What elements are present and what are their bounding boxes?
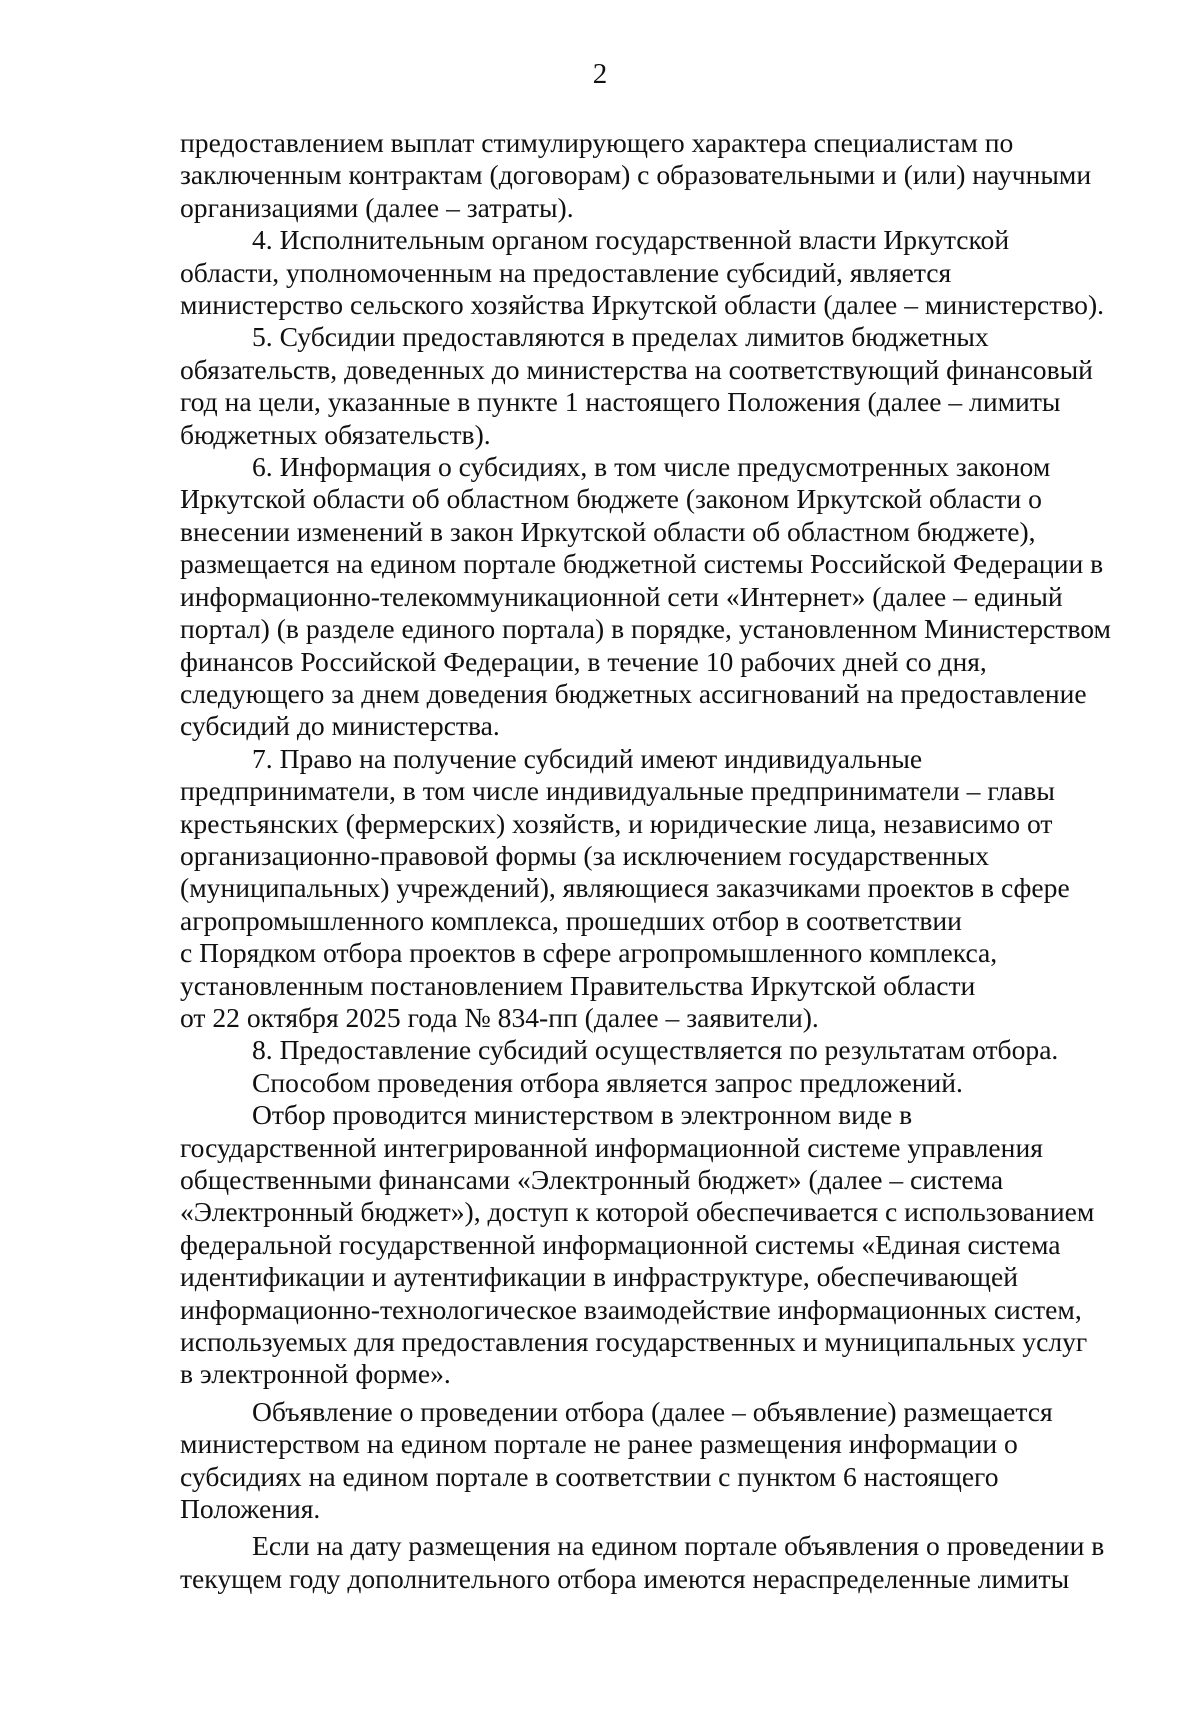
paragraph-clause-5 xyxy=(180,321,1127,451)
page-number: 2 xyxy=(592,58,608,90)
text-line: 6. Информация о субсидиях, в том числе предусмотренных законом xyxy=(252,451,1051,483)
text-line: предприниматели, в том числе индивидуальные предприниматели – главы xyxy=(180,775,1055,807)
text-line: с Порядком отбора проектов в сфере агропромышленного комплекса, xyxy=(180,937,998,969)
text-line: информационно-технологическое взаимодействие информационных систем, xyxy=(180,1293,1082,1325)
text-line: 5. Субсидии предоставляются в пределах лимитов бюджетных xyxy=(252,321,989,353)
text-line: Отбор проводится министерством в электронном виде в xyxy=(252,1099,913,1131)
text-line: Способом проведения отбора является запрос предложений. xyxy=(252,1066,963,1098)
text-line: агропромышленного комплекса, прошедших отбор в соответствии xyxy=(180,904,962,936)
text-line: заключенным контрактам (договорам) с образовательными и (или) научными xyxy=(180,159,1092,191)
text-line: области, уполномоченным на предоставление субсидий, является xyxy=(180,256,952,288)
text-line: от 22 октября 2025 года № 834-пп (далее – заявители). xyxy=(180,1001,819,1033)
text-line: финансов Российской Федерации, в течение 10 рабочих дней со дня, xyxy=(180,645,987,677)
paragraph-selection-method xyxy=(180,1067,1127,1099)
text-line: портал) (в разделе единого портала) в порядке, установленном Министерством xyxy=(180,613,1112,645)
document-body xyxy=(180,127,1127,1595)
text-line: 7. Право на получение субсидий имеют индивидуальные xyxy=(252,742,923,774)
text-line: обязательств, доведенных до министерства на соответствующий финансовый xyxy=(180,353,1093,385)
text-line: субсидий до министерства. xyxy=(180,710,500,742)
text-line: 8. Предоставление субсидий осуществляется по результатам отбора. xyxy=(252,1034,1059,1066)
paragraph-selection-electronic xyxy=(180,1099,1127,1391)
text-line: Положения. xyxy=(180,1493,321,1525)
paragraph-continuation xyxy=(180,127,1127,224)
text-line: предоставлением выплат стимулирующего характера специалистам по xyxy=(180,127,1014,158)
paragraph-announcement xyxy=(180,1396,1127,1526)
text-line: размещается на едином портале бюджетной системы Российской Федерации в xyxy=(180,548,1104,580)
text-line: используемых для предоставления государственных и муниципальных услуг xyxy=(180,1326,1088,1358)
text-line: 4. Исполнительным органом государственной власти Иркутской xyxy=(252,224,1010,256)
paragraph-clause-7 xyxy=(180,743,1127,1035)
text-line: организациями (далее – затраты). xyxy=(180,191,574,223)
text-line: год на цели, указанные в пункте 1 настоящего Положения (далее – лимиты xyxy=(180,386,1061,418)
text-line: в электронной форме». xyxy=(180,1358,451,1390)
text-line: государственной интегрированной информационной системе управления xyxy=(180,1131,1043,1163)
text-line: министерство сельского хозяйства Иркутской области (далее – министерство). xyxy=(180,289,1105,321)
text-line: министерством на едином портале не ранее размещения информации о xyxy=(180,1428,1018,1460)
text-line: установленным постановлением Правительства Иркутской области xyxy=(180,969,976,1001)
text-line: идентификации и аутентификации в инфраструктуре, обеспечивающей xyxy=(180,1261,1019,1293)
text-line: Иркутской области об областном бюджете (законом Иркутской области о xyxy=(180,483,1042,515)
text-line: Если на дату размещения на едином портале объявления о проведении в xyxy=(252,1530,1105,1562)
text-line: бюджетных обязательств). xyxy=(180,418,491,450)
text-line: крестьянских (фермерских) хозяйств, и юридические лица, независимо от xyxy=(180,807,1053,839)
paragraph-clause-8 xyxy=(180,1034,1127,1066)
paragraph-clause-4 xyxy=(180,224,1127,321)
text-line: субсидиях на едином портале в соответствии с пунктом 6 настоящего xyxy=(180,1460,999,1492)
text-line: информационно-телекоммуникационной сети «Интернет» (далее – единый xyxy=(180,580,1063,612)
text-line: Объявление о проведении отбора (далее – объявление) размещается xyxy=(252,1395,1053,1427)
text-line: общественными финансами «Электронный бюджет» (далее – система xyxy=(180,1164,1004,1195)
text-line: внесении изменений в закон Иркутской области об областном бюджете), xyxy=(180,515,1036,547)
paragraph-clause-6 xyxy=(180,451,1127,743)
text-line: (муниципальных) учреждений), являющиеся заказчиками проектов в сфере xyxy=(180,872,1070,904)
paragraph-additional-selection xyxy=(180,1530,1127,1595)
text-line: следующего за днем доведения бюджетных ассигнований на предоставление xyxy=(180,677,1087,709)
text-line: «Электронный бюджет»), доступ к которой обеспечивается с использованием xyxy=(180,1196,1095,1228)
text-line: текущем году дополнительного отбора имеются нераспределенные лимиты xyxy=(180,1562,1070,1594)
text-line: организационно-правовой формы (за исключением государственных xyxy=(180,839,990,871)
text-line: федеральной государственной информационной системы «Единая система xyxy=(180,1228,1061,1260)
